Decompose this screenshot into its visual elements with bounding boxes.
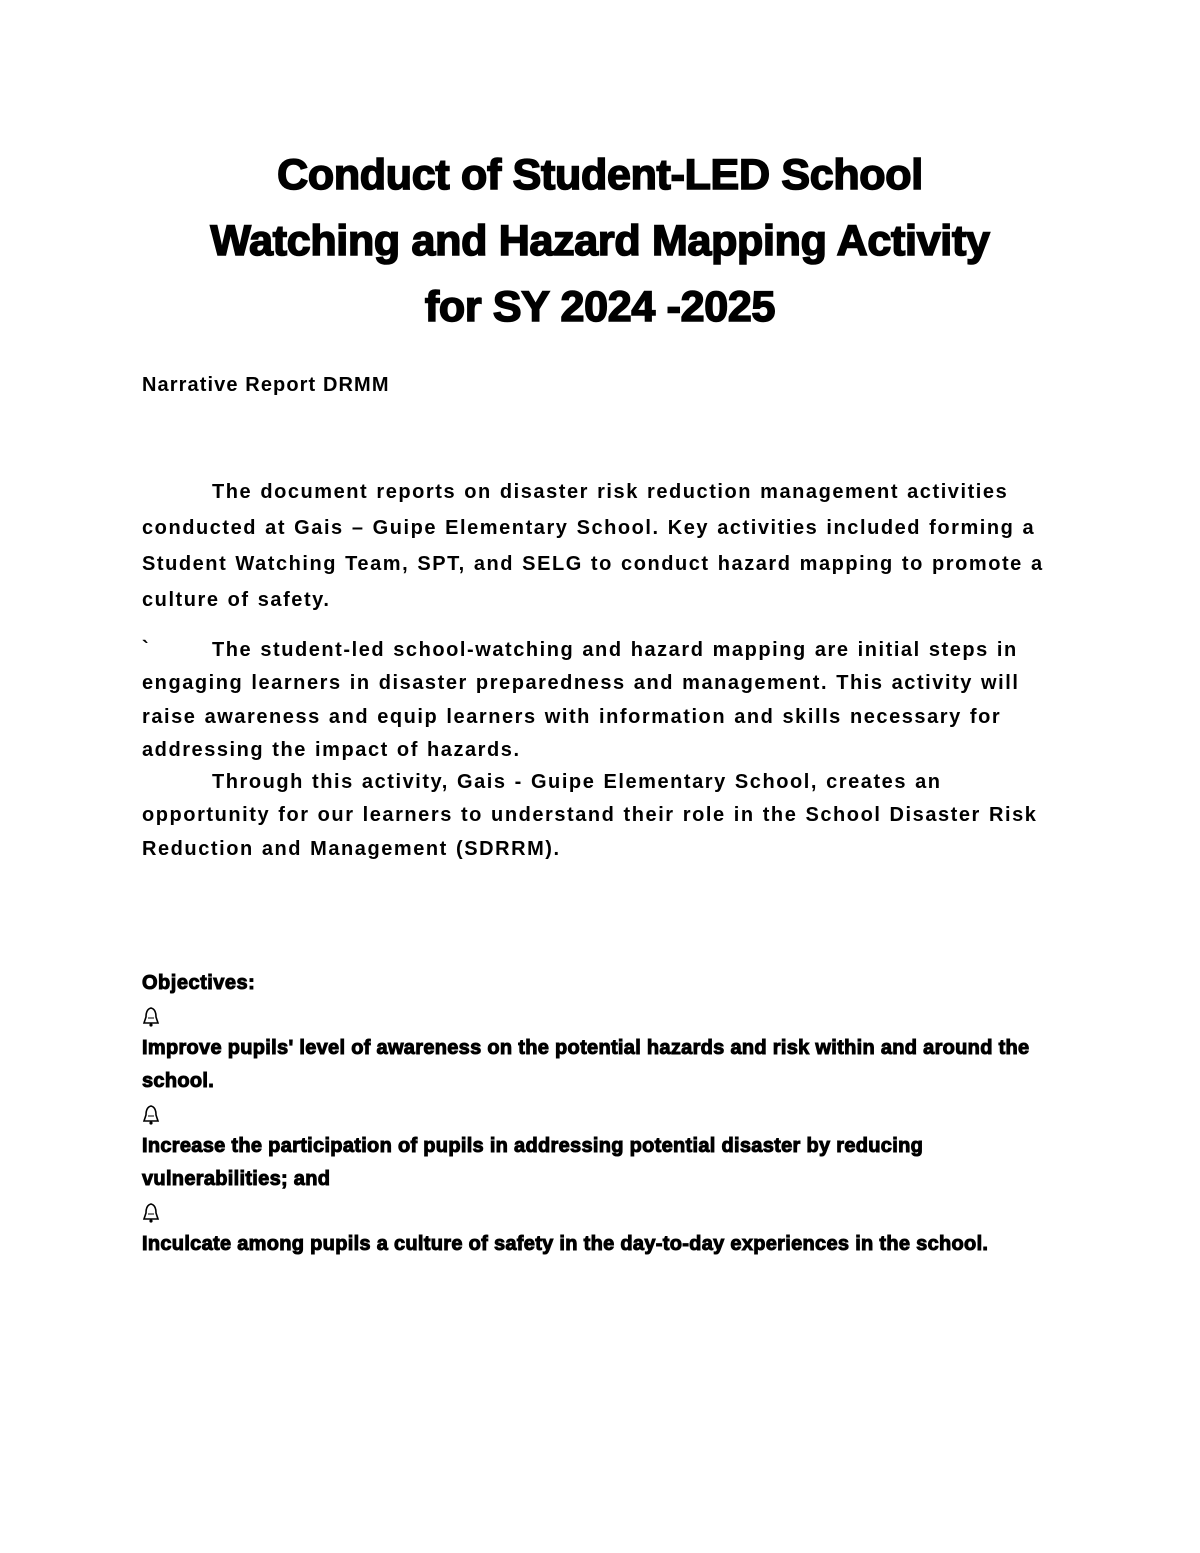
opportunity-paragraph-text: Through this activity, Gais - Guipe Elementary School, creates an opportunity for our learners to understand their role in the School Disaster Risk Reduction and Management (SDRRM). xyxy=(142,771,1038,860)
objective-item xyxy=(142,1196,1072,1261)
purpose-paragraph-text: The student-led school-watching and hazard mapping are initial steps in engaging learners in disaster preparedness and management. This activity will raise awareness and equip learners with information and skills necessary for addressing the impact of hazards. xyxy=(142,639,1020,761)
title-line-2: Watching and Hazard Mapping Activity xyxy=(210,217,990,265)
objective-text: Improve pupils' level of awareness on the potential hazards and risk within and around the school. xyxy=(142,1037,1030,1092)
intro-paragraph xyxy=(142,474,1072,618)
objectives-list xyxy=(142,1000,1072,1261)
objective-item xyxy=(142,1098,1072,1196)
objectives-section xyxy=(142,966,1072,1261)
stray-backtick-mark: ` xyxy=(142,638,149,660)
title-line-3: for SY 2024 -2025 xyxy=(424,283,776,331)
objective-item xyxy=(142,1000,1072,1098)
objective-text: Increase the participation of pupils in addressing potential disaster by reducing vulnerabilities; and xyxy=(142,1135,924,1190)
bell-bullet-icon xyxy=(142,1196,1072,1228)
bell-bullet-icon xyxy=(142,1098,1072,1130)
purpose-paragraph xyxy=(142,634,1072,767)
objectives-heading: Objectives: xyxy=(142,972,256,994)
opportunity-paragraph xyxy=(142,766,1072,866)
document-title xyxy=(100,142,1100,340)
objective-text: Inculcate among pupils a culture of safety in the day-to-day experiences in the school. xyxy=(142,1233,989,1255)
report-subtitle: Narrative Report DRMM xyxy=(142,374,390,396)
bell-bullet-icon xyxy=(142,1000,1072,1032)
intro-paragraph-text: The document reports on disaster risk reduction management activities conducted at Gais – Guipe Elementary School. Key activities included forming a Student Watching Team, SPT, and SELG to conduct hazard mapping to promote a culture of safety. xyxy=(142,481,1044,611)
title-line-1: Conduct of Student-LED School xyxy=(277,151,923,199)
